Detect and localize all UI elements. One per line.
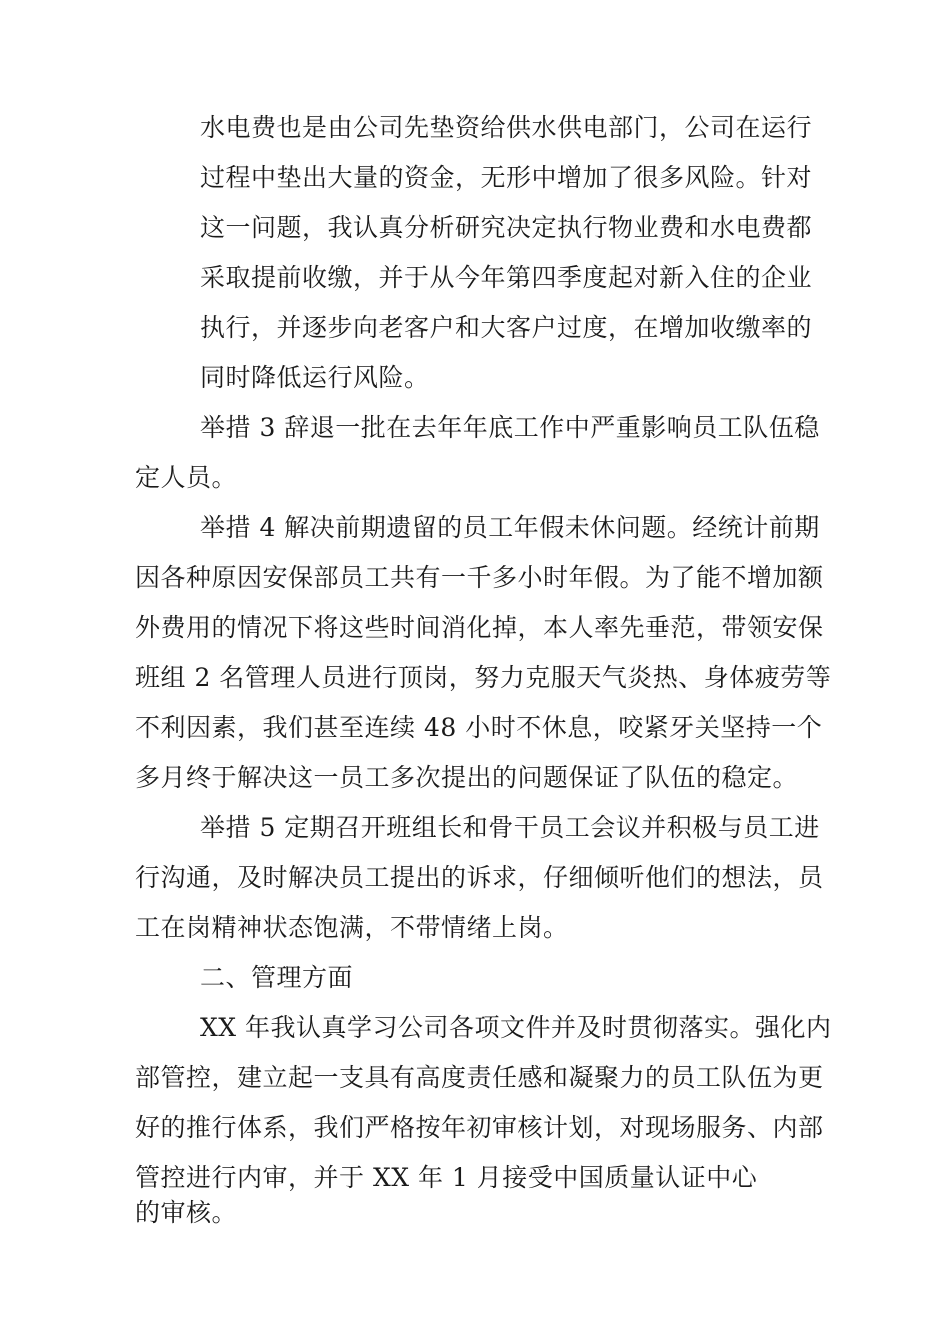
text-line: 行沟通，及时解决员工提出的诉求，仔细倾听他们的想法，员 [135, 863, 824, 892]
text-line: 这一问题，我认真分析研究决定执行物业费和水电费都 [200, 213, 813, 242]
text-line: 举措 5 定期召开班组长和骨干员工会议并积极与员工进 [200, 813, 820, 842]
text-line: 班组 2 名管理人员进行顶岗，努力克服天气炎热、身体疲劳等 [135, 663, 832, 692]
section-heading: 二、管理方面 [200, 963, 354, 992]
text-line: 多月终于解决这一员工多次提出的问题保证了队伍的稳定。 [135, 763, 799, 792]
text-line: 不利因素，我们甚至连续 48 小时不休息，咬紧牙关坚持一个 [135, 713, 823, 742]
text-line: 过程中垫出大量的资金，无形中增加了很多风险。针对 [200, 163, 813, 192]
text-line: 举措 3 辞退一批在去年年底工作中严重影响员工队伍稳 [200, 413, 820, 442]
text-line: XX 年我认真学习公司各项文件并及时贯彻落实。强化内 [200, 1013, 832, 1042]
text-line: 采取提前收缴，并于从今年第四季度起对新入住的企业 [200, 263, 813, 292]
text-line: 工在岗精神状态饱满，不带情绪上岗。 [135, 913, 569, 942]
text-line: 同时降低运行风险。 [200, 363, 430, 392]
text-line: 外费用的情况下将这些时间消化掉，本人率先垂范，带领安保 [135, 613, 824, 642]
text-line: 管控进行内审，并于 XX 年 1 月接受中国质量认证中心 [135, 1163, 758, 1192]
text-line: 执行，并逐步向老客户和大客户过度，在增加收缴率的 [200, 313, 813, 342]
text-line: 好的推行体系，我们严格按年初审核计划，对现场服务、内部 [135, 1113, 824, 1142]
text-line: 定人员。 [135, 463, 238, 492]
text-line: 水电费也是由公司先垫资给供水供电部门，公司在运行 [200, 113, 813, 142]
text-line: 的审核。 [135, 1198, 238, 1227]
text-line: 举措 4 解决前期遗留的员工年假未休问题。经统计前期 [200, 513, 820, 542]
text-line: 因各种原因安保部员工共有一千多小时年假。为了能不增加额 [135, 563, 824, 592]
text-line: 部管控，建立起一支具有高度责任感和凝聚力的员工队伍为更 [135, 1063, 824, 1092]
